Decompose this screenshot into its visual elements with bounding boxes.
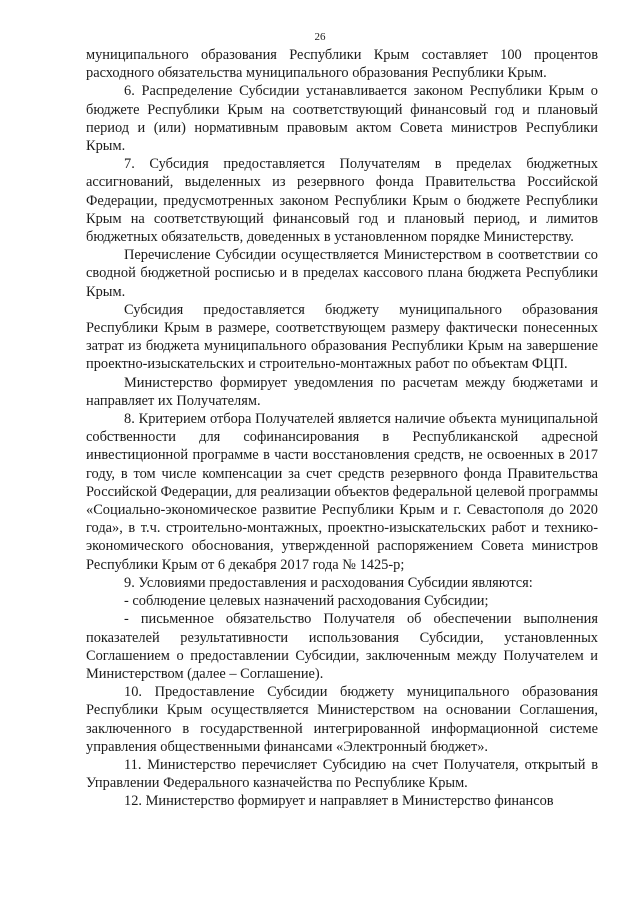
paragraph-notifications: Министерство формирует уведомления по расчетам между бюджетами и направляет их Получателям.: [86, 374, 598, 409]
paragraph-continuation: муниципального образования Республики Крым составляет 100 процентов расходного обязательства муниципального образования Республики Крым.: [86, 47, 598, 82]
paragraph-item-12: 12. Министерство формирует и направляет в Министерство финансов: [124, 793, 554, 810]
paragraph-item-9: 9. Условиями предоставления и расходования Субсидии являются:: [124, 574, 533, 591]
page-number: 26: [314, 31, 326, 43]
paragraph-item-7: 7. Субсидия предоставляется Получателям в пределах бюджетных ассигнований, выделенных из резервного фонда Правительства Российской Федерации, предусмотренных законом Республики Крым о бюджете Республики Крым на соответствующий финансовый год и плановый период, и лимитов бюджетных обязательств, доведенных в установленном порядке Министерству.: [86, 156, 598, 246]
paragraph-condition-2: - письменное обязательство Получателя об обеспечении выполнения показателей результативности использования Субсидии, установленных Соглашением о предоставлении Субсидии, заключенным между Получателем и Министерством (далее – Соглашение).: [86, 611, 598, 682]
paragraph-transfer: Перечисление Субсидии осуществляется Министерством в соответствии со сводной бюджетной росписью и в пределах кассового плана бюджета Республики Крым.: [86, 247, 598, 300]
paragraph-item-8: 8. Критерием отбора Получателей является наличие объекта муниципальной собственности для софинансирования в Республиканской адресной инвестиционной программе в части восстановления средств, не освоенных в 2017 году, в том числе компенсации за счет средств резервного фонда Правительства Российской Федерации, для реализации объектов федеральной целевой программы «Социально-экономическое развитие Республики Крым и г. Севастополя до 2020 года», в т.ч. строительно-монтажных, проектно-изыскательских работ и технико-экономического обоснования, утвержденной распоряжением Совета министров Республики Крым от 6 декабря 2017 года № 1425-р;: [86, 411, 598, 573]
paragraph-item-10: 10. Предоставление Субсидии бюджету муниципального образования Республики Крым осуществляется Министерством на основании Соглашения, заключенного в государственной интегрированной информационной системе управления общественными финансами «Электронный бюджет».: [86, 684, 598, 755]
paragraph-subsidy-amount: Субсидия предоставляется бюджету муниципального образования Республики Крым в размере, соответствующем размеру фактически понесенных затрат из бюджета муниципального образования Республики Крым на завершение проектно-изыскательских и строительно-монтажных работ по объектам ФЦП.: [86, 301, 598, 373]
paragraph-condition-1: - соблюдение целевых назначений расходования Субсидии;: [124, 593, 489, 610]
paragraph-item-6: 6. Распределение Субсидии устанавливается законом Республики Крым о бюджете Республики Крым на соответствующий финансовый год и плановый период и (или) нормативным правовым актом Совета министров Республики Крым.: [86, 83, 598, 155]
document-body: [86, 46, 598, 811]
paragraph-item-11: 11. Министерство перечисляет Субсидию на счет Получателя, открытый в Управлении Федерального казначейства по Республике Крым.: [86, 756, 598, 792]
